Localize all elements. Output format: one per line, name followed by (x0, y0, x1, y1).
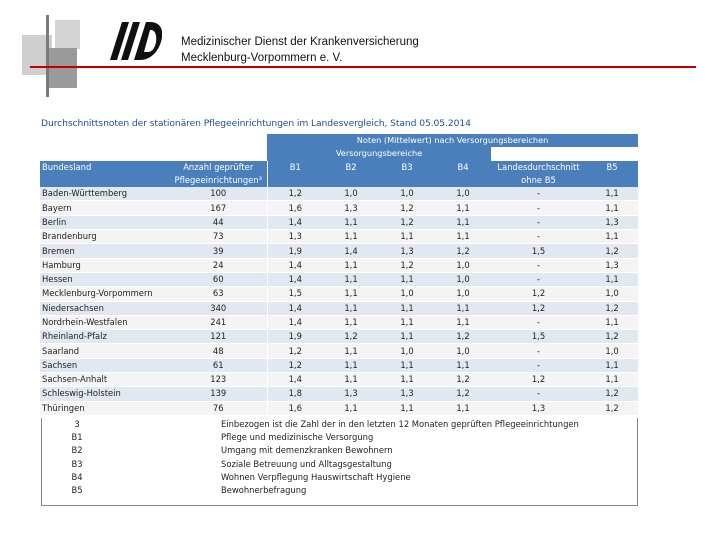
cell-b1: 1,8 (267, 387, 323, 401)
cell-b5: 1,3 (586, 258, 638, 272)
legend-item (42, 431, 637, 444)
cell-b3: 1,2 (379, 258, 435, 272)
cell-b1: 1,4 (267, 373, 323, 387)
cell-b2: 1,1 (323, 301, 379, 315)
cell-b4: 1,0 (435, 258, 491, 272)
grades-table (40, 134, 638, 416)
cell-b3: 1,1 (379, 230, 435, 244)
table-row (40, 401, 638, 415)
cell-b2: 1,1 (323, 373, 379, 387)
legend-text: Wohnen Verpflegung Hauswirtschaft Hygiene (221, 471, 411, 482)
table-row (40, 244, 638, 258)
cell-b4: 1,1 (435, 201, 491, 215)
cell-b1: 1,2 (267, 187, 323, 201)
cell-state: Baden-Württemberg (40, 187, 170, 201)
legend-text: Soziale Betreuung und Alltagsgestaltung (221, 458, 392, 469)
cell-b5: 1,1 (586, 315, 638, 329)
cell-b3: 1,1 (379, 315, 435, 329)
cell-count: 121 (170, 330, 267, 344)
cell-b5: 1,1 (586, 272, 638, 286)
col-header-state: Bundesland (40, 161, 170, 174)
cell-b3: 1,1 (379, 301, 435, 315)
mdk-logo (104, 18, 162, 62)
cell-count: 60 (170, 272, 267, 286)
cell-b1: 1,3 (267, 230, 323, 244)
table-row (40, 230, 638, 244)
cell-b5: 1,0 (586, 287, 638, 301)
cell-b2: 1,1 (323, 315, 379, 329)
cell-state: Hamburg (40, 258, 170, 272)
col-header-b5: B5 (586, 161, 638, 174)
legend-item (42, 484, 637, 497)
cell-b2: 1,1 (323, 230, 379, 244)
cell-b3: 1,0 (379, 344, 435, 358)
corner-decoration (0, 0, 200, 100)
cell-b3: 1,1 (379, 373, 435, 387)
cell-b2: 1,4 (323, 244, 379, 258)
cell-b3: 1,2 (379, 201, 435, 215)
cell-state: Schleswig-Holstein (40, 387, 170, 401)
column-header-row (40, 161, 638, 174)
cell-count: 44 (170, 215, 267, 229)
cell-b5: 1,2 (586, 387, 638, 401)
cell-b2: 1,1 (323, 258, 379, 272)
cell-avg: - (491, 344, 586, 358)
table-row (40, 315, 638, 329)
cell-count: 63 (170, 287, 267, 301)
table-row (40, 258, 638, 272)
table-row (40, 344, 638, 358)
cell-b5: 1,1 (586, 358, 638, 372)
cell-b5: 1,3 (586, 215, 638, 229)
legend-key: B5 (71, 484, 83, 495)
cell-b3: 1,1 (379, 272, 435, 286)
cell-avg: - (491, 258, 586, 272)
cell-b5: 1,2 (586, 244, 638, 258)
col-header-b2: B2 (323, 161, 379, 174)
legend-key: B1 (71, 432, 83, 443)
cell-b4: 1,1 (435, 230, 491, 244)
col-header-avg-2: ohne B5 (491, 174, 586, 187)
table-row (40, 272, 638, 286)
cell-b2: 1,1 (323, 401, 379, 415)
cell-avg: - (491, 358, 586, 372)
cell-count: 73 (170, 230, 267, 244)
table-row (40, 301, 638, 315)
table-row (40, 373, 638, 387)
cell-state: Sachsen-Anhalt (40, 373, 170, 387)
cell-b2: 1,2 (323, 330, 379, 344)
group-header: Noten (Mittelwert) nach Versorgungsbereichen (267, 134, 638, 147)
cell-b3: 1,0 (379, 187, 435, 201)
cell-b3: 1,1 (379, 358, 435, 372)
cell-state: Niedersachsen (40, 301, 170, 315)
cell-state: Nordrhein-Westfalen (40, 315, 170, 329)
cell-state: Brandenburg (40, 230, 170, 244)
cell-avg: - (491, 230, 586, 244)
cell-avg: 1,2 (491, 301, 586, 315)
cell-state: Sachsen (40, 358, 170, 372)
header-row-group (40, 134, 638, 147)
cell-avg: 1,5 (491, 330, 586, 344)
cell-b1: 1,4 (267, 272, 323, 286)
cell-b1: 1,9 (267, 330, 323, 344)
cell-count: 39 (170, 244, 267, 258)
table-row (40, 287, 638, 301)
cell-b5: 1,1 (586, 373, 638, 387)
cell-b4: 1,0 (435, 272, 491, 286)
cell-b4: 1,2 (435, 373, 491, 387)
cell-b4: 1,2 (435, 330, 491, 344)
sub-header: Versorgungsbereiche (267, 147, 491, 160)
cell-avg: 1,2 (491, 373, 586, 387)
cell-state: Bremen (40, 244, 170, 258)
cell-count: 24 (170, 258, 267, 272)
cell-b5: 1,0 (586, 344, 638, 358)
cell-count: 48 (170, 344, 267, 358)
cell-b1: 1,4 (267, 258, 323, 272)
cell-count: 241 (170, 315, 267, 329)
org-name-line2: Mecklenburg-Vorpommern e. V. (181, 52, 343, 64)
cell-b1: 1,9 (267, 244, 323, 258)
col-header-b1: B1 (267, 161, 323, 174)
cell-count: 100 (170, 187, 267, 201)
legend-text: Umgang mit demenzkranken Bewohnern (221, 445, 393, 456)
cell-b5: 1,1 (586, 201, 638, 215)
legend-text: Pflege und medizinische Versorgung (221, 432, 374, 443)
cell-avg: 1,3 (491, 401, 586, 415)
col-header-avg-1: Landesdurchschnitt (491, 161, 586, 174)
cell-b2: 1,0 (323, 187, 379, 201)
cell-state: Saarland (40, 344, 170, 358)
legend-item (42, 471, 637, 484)
org-name-line1: Medizinischer Dienst der Krankenversicherung (181, 36, 419, 48)
cell-b2: 1,1 (323, 344, 379, 358)
deco-vertical-line (46, 15, 49, 97)
column-header-row-2 (40, 174, 638, 187)
table-caption: Durchschnittsnoten der stationären Pflegeeinrichtungen im Landesvergleich, Stand 05.05.2014 (41, 118, 471, 129)
cell-b1: 1,6 (267, 401, 323, 415)
legend (41, 418, 638, 506)
cell-state: Rheinland-Pfalz (40, 330, 170, 344)
cell-b2: 1,1 (323, 287, 379, 301)
cell-b1: 1,2 (267, 358, 323, 372)
cell-count: 123 (170, 373, 267, 387)
cell-b3: 1,0 (379, 287, 435, 301)
table-row (40, 330, 638, 344)
cell-b4: 1,1 (435, 358, 491, 372)
cell-b2: 1,1 (323, 215, 379, 229)
cell-avg: - (491, 187, 586, 201)
cell-b4: 1,1 (435, 301, 491, 315)
cell-b2: 1,3 (323, 201, 379, 215)
legend-text: Bewohnerbefragung (221, 484, 307, 495)
table-row (40, 215, 638, 229)
cell-state: Mecklenburg-Vorpommern (40, 287, 170, 301)
cell-b2: 1,1 (323, 272, 379, 286)
cell-b5: 1,2 (586, 301, 638, 315)
cell-state: Thüringen (40, 401, 170, 415)
legend-key: B2 (71, 445, 83, 456)
cell-state: Bayern (40, 201, 170, 215)
table-row (40, 358, 638, 372)
cell-b3: 1,3 (379, 244, 435, 258)
deco-square-dark (47, 48, 77, 88)
legend-item (42, 458, 637, 471)
cell-b4: 1,0 (435, 344, 491, 358)
grades-figure (40, 116, 639, 495)
cell-count: 167 (170, 201, 267, 215)
table-body (40, 187, 638, 415)
cell-b1: 1,4 (267, 315, 323, 329)
cell-b4: 1,1 (435, 315, 491, 329)
cell-b4: 1,2 (435, 244, 491, 258)
legend-key: 3 (74, 418, 80, 429)
cell-b5: 1,1 (586, 187, 638, 201)
cell-count: 139 (170, 387, 267, 401)
cell-b4: 1,1 (435, 215, 491, 229)
col-header-b4: B4 (435, 161, 491, 174)
cell-count: 340 (170, 301, 267, 315)
cell-avg: - (491, 315, 586, 329)
cell-b2: 1,3 (323, 387, 379, 401)
header-row-sub (40, 147, 638, 160)
cell-b2: 1,1 (323, 358, 379, 372)
cell-b3: 1,2 (379, 215, 435, 229)
cell-b1: 1,6 (267, 201, 323, 215)
cell-b4: 1,2 (435, 387, 491, 401)
cell-b4: 1,0 (435, 287, 491, 301)
deco-square-light (55, 20, 80, 49)
cell-b4: 1,0 (435, 187, 491, 201)
cell-avg: - (491, 215, 586, 229)
cell-b3: 1,3 (379, 387, 435, 401)
legend-item (42, 444, 637, 457)
cell-b1: 1,4 (267, 215, 323, 229)
legend-key: B4 (71, 471, 83, 482)
cell-b3: 1,1 (379, 330, 435, 344)
cell-avg: 1,2 (491, 287, 586, 301)
table-row (40, 187, 638, 201)
cell-avg: - (491, 201, 586, 215)
cell-avg: 1,5 (491, 244, 586, 258)
cell-avg: - (491, 387, 586, 401)
cell-b1: 1,4 (267, 301, 323, 315)
cell-b5: 1,2 (586, 401, 638, 415)
cell-b3: 1,1 (379, 401, 435, 415)
cell-state: Hessen (40, 272, 170, 286)
cell-avg: - (491, 272, 586, 286)
table-row (40, 201, 638, 215)
cell-count: 76 (170, 401, 267, 415)
cell-b5: 1,2 (586, 330, 638, 344)
col-header-count-1: Anzahl geprüfter (170, 161, 267, 174)
legend-item (42, 418, 637, 431)
col-header-b3: B3 (379, 161, 435, 174)
cell-b4: 1,1 (435, 401, 491, 415)
cell-b1: 1,5 (267, 287, 323, 301)
cell-count: 61 (170, 358, 267, 372)
deco-red-line (30, 66, 696, 68)
org-header (181, 34, 419, 66)
cell-state: Berlin (40, 215, 170, 229)
table-row (40, 387, 638, 401)
cell-b1: 1,2 (267, 344, 323, 358)
col-header-count-2: Pflegeeinrichtungen³ (170, 174, 267, 187)
cell-b5: 1,1 (586, 230, 638, 244)
legend-key: B3 (71, 458, 83, 469)
legend-text: Einbezogen ist die Zahl der in den letzten 12 Monaten geprüften Pflegeeinrichtungen (221, 418, 579, 429)
